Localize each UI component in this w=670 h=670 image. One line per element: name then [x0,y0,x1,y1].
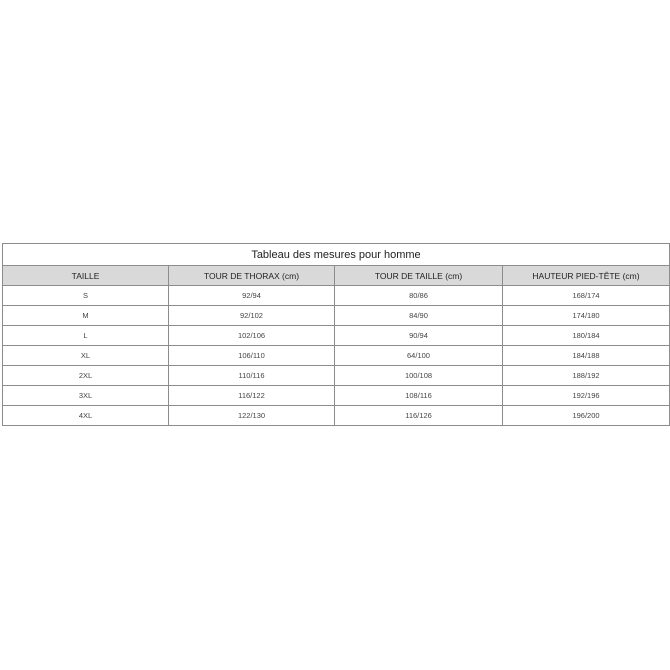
cell-taille-cm: 108/116 [335,386,503,406]
cell-hauteur: 196/200 [503,406,670,426]
cell-hauteur: 188/192 [503,366,670,386]
cell-thorax: 110/116 [169,366,335,386]
table-header-row [3,266,670,286]
cell-taille: 3XL [3,386,169,406]
table-row [3,286,670,306]
table-row [3,326,670,346]
cell-thorax: 106/110 [169,346,335,366]
cell-hauteur: 184/188 [503,346,670,366]
cell-taille-cm: 100/108 [335,366,503,386]
table-title-row [3,244,670,266]
cell-thorax: 102/106 [169,326,335,346]
cell-taille: XL [3,346,169,366]
table-row [3,386,670,406]
cell-taille: 2XL [3,366,169,386]
table-row [3,366,670,386]
cell-taille: L [3,326,169,346]
cell-taille-cm: 90/94 [335,326,503,346]
header-tour-de-taille: TOUR DE TAILLE (cm) [335,266,503,286]
cell-hauteur: 180/184 [503,326,670,346]
table-row [3,406,670,426]
cell-thorax: 116/122 [169,386,335,406]
cell-taille-cm: 84/90 [335,306,503,326]
table-row [3,346,670,366]
cell-taille: S [3,286,169,306]
cell-thorax: 92/102 [169,306,335,326]
size-chart-table [2,243,670,426]
cell-taille-cm: 80/86 [335,286,503,306]
cell-taille: M [3,306,169,326]
cell-thorax: 122/130 [169,406,335,426]
header-taille: TAILLE [3,266,169,286]
cell-taille-cm: 64/100 [335,346,503,366]
table-row [3,306,670,326]
cell-hauteur: 168/174 [503,286,670,306]
header-tour-de-thorax: TOUR DE THORAX (cm) [169,266,335,286]
cell-hauteur: 192/196 [503,386,670,406]
table-title: Tableau des mesures pour homme [3,244,670,266]
cell-taille-cm: 116/126 [335,406,503,426]
cell-hauteur: 174/180 [503,306,670,326]
cell-thorax: 92/94 [169,286,335,306]
cell-taille: 4XL [3,406,169,426]
header-hauteur-pied-tete: HAUTEUR PIED-TÊTE (cm) [503,266,670,286]
